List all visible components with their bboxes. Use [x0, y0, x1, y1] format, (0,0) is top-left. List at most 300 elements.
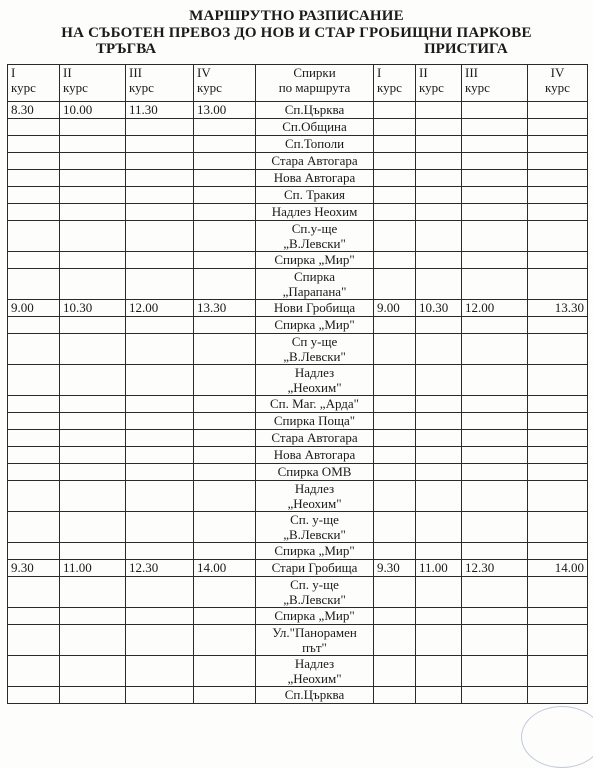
stop-name-line: Стари Гробища — [271, 560, 358, 575]
departure-time-cell — [194, 656, 256, 687]
arrival-time-cell — [416, 608, 462, 625]
arrival-time-cell — [462, 252, 528, 269]
stop-name-line: „Неохим" — [287, 496, 342, 511]
departure-time-cell — [126, 136, 194, 153]
arrival-time-cell — [528, 269, 588, 300]
arrival-time-cell — [374, 269, 416, 300]
arrival-time-cell — [374, 187, 416, 204]
departure-time-cell — [126, 656, 194, 687]
arrival-time-cell — [462, 577, 528, 608]
stop-name-line: Спирка ОМВ — [277, 464, 352, 479]
departure-time-cell — [194, 512, 256, 543]
table-row — [8, 221, 588, 252]
table-row — [8, 252, 588, 269]
stop-name-line: Сп. у-ще — [290, 512, 339, 527]
stop-name-cell — [256, 317, 374, 334]
departure-time-cell — [194, 252, 256, 269]
arrival-time-cell — [416, 413, 462, 430]
table-row — [8, 543, 588, 560]
arrival-heading: ПРИСТИГА — [424, 41, 508, 57]
arrival-time-cell — [374, 170, 416, 187]
arrival-time-cell — [374, 102, 416, 119]
table-row — [8, 687, 588, 704]
departure-time-cell — [126, 481, 194, 512]
arrival-time-cell — [528, 334, 588, 365]
title-line-1: МАРШРУТНО РАЗПИСАНИЕ — [189, 8, 404, 24]
departure-time-cell — [60, 365, 126, 396]
stop-name-cell — [256, 512, 374, 543]
arrival-time-cell — [528, 252, 588, 269]
departure-time-cell — [194, 204, 256, 221]
departure-time-cell: 13.00 — [194, 102, 256, 119]
stop-name-line: Нови Гробища — [273, 300, 356, 315]
header-departure-trip-3: III курс — [126, 65, 194, 102]
departure-time-cell — [126, 625, 194, 656]
arrival-time-cell — [528, 447, 588, 464]
table-row — [8, 464, 588, 481]
departure-time-cell — [60, 447, 126, 464]
departure-time-cell — [194, 317, 256, 334]
arrival-time-cell — [528, 464, 588, 481]
arrival-time-cell — [462, 136, 528, 153]
arrival-time-cell — [374, 396, 416, 413]
departure-time-cell — [8, 204, 60, 221]
departure-time-cell — [126, 447, 194, 464]
departure-time-cell — [126, 153, 194, 170]
header-departure-trip-2: II курс — [60, 65, 126, 102]
table-row — [8, 608, 588, 625]
departure-time-cell — [126, 204, 194, 221]
arrival-time-cell — [528, 136, 588, 153]
arrival-time-cell — [374, 153, 416, 170]
arrival-time-cell — [416, 102, 462, 119]
departure-time-cell — [194, 687, 256, 704]
arrival-time-cell — [416, 269, 462, 300]
arrival-time-cell — [528, 543, 588, 560]
arrival-time-cell — [374, 430, 416, 447]
table-row — [8, 365, 588, 396]
departure-time-cell — [126, 221, 194, 252]
arrival-time-cell — [416, 543, 462, 560]
stop-name-cell — [256, 365, 374, 396]
stop-name-cell — [256, 187, 374, 204]
arrival-time-cell — [416, 656, 462, 687]
table-row — [8, 625, 588, 656]
arrival-time-cell — [374, 577, 416, 608]
table-row — [8, 317, 588, 334]
stop-name-line: „В.Левски" — [283, 592, 346, 607]
departure-time-cell — [8, 252, 60, 269]
departure-time-cell — [60, 577, 126, 608]
departure-time-cell: 9.30 — [8, 560, 60, 577]
table-row — [8, 396, 588, 413]
stop-name-cell — [256, 608, 374, 625]
stop-name-line: Стара Автогара — [271, 153, 358, 168]
arrival-time-cell — [374, 252, 416, 269]
arrival-time-cell — [462, 656, 528, 687]
departure-time-cell — [8, 269, 60, 300]
arrival-time-cell — [528, 365, 588, 396]
departure-time-cell — [194, 608, 256, 625]
arrival-time-cell — [462, 187, 528, 204]
arrival-time-cell — [462, 464, 528, 481]
schedule-table — [7, 64, 588, 704]
departure-time-cell — [60, 170, 126, 187]
departure-time-cell — [60, 543, 126, 560]
arrival-time-cell — [374, 413, 416, 430]
header-arrival-trip-1: I курс — [374, 65, 416, 102]
arrival-time-cell — [462, 481, 528, 512]
stop-name-cell — [256, 625, 374, 656]
arrival-time-cell — [528, 187, 588, 204]
stop-name-line: Нова Автогара — [273, 170, 356, 185]
stop-name-line: Сп.Община — [282, 119, 347, 134]
departure-time-cell — [8, 136, 60, 153]
departure-time-cell — [8, 187, 60, 204]
arrival-time-cell — [416, 204, 462, 221]
stop-name-line: Спирка Поща" — [273, 413, 356, 428]
departure-time-cell — [8, 481, 60, 512]
departure-time-cell — [60, 512, 126, 543]
arrival-time-cell: 10.30 — [416, 300, 462, 317]
stop-name-line: Ул."Панорамен — [272, 625, 357, 640]
arrival-time-cell — [462, 413, 528, 430]
arrival-time-cell — [374, 608, 416, 625]
departure-time-cell — [60, 136, 126, 153]
stop-name-cell — [256, 153, 374, 170]
arrival-time-cell — [416, 625, 462, 656]
arrival-time-cell — [416, 447, 462, 464]
departure-time-cell — [60, 269, 126, 300]
stop-name-line: Надлез — [294, 365, 335, 380]
arrival-time-cell — [374, 447, 416, 464]
departure-time-cell — [126, 334, 194, 365]
stop-name-line: Сп.Църква — [284, 102, 345, 117]
departure-time-cell — [194, 269, 256, 300]
departure-time-cell — [8, 625, 60, 656]
stop-name-line: път" — [302, 640, 327, 655]
departure-time-cell — [60, 119, 126, 136]
departure-time-cell — [126, 365, 194, 396]
arrival-time-cell — [374, 625, 416, 656]
departure-time-cell — [8, 656, 60, 687]
table-row — [8, 334, 588, 365]
stop-name-cell — [256, 413, 374, 430]
arrival-time-cell — [528, 413, 588, 430]
arrival-time-cell — [528, 656, 588, 687]
departure-time-cell — [126, 269, 194, 300]
departure-time-cell — [60, 464, 126, 481]
arrival-time-cell: 12.30 — [462, 560, 528, 577]
table-row — [8, 560, 588, 577]
arrival-time-cell — [462, 625, 528, 656]
departure-time-cell — [8, 543, 60, 560]
stop-name-cell — [256, 543, 374, 560]
arrival-time-cell — [374, 365, 416, 396]
departure-time-cell — [194, 119, 256, 136]
stop-name-line: „Парапана" — [282, 284, 347, 299]
header-departure-trip-4: IV курс — [194, 65, 256, 102]
departure-time-cell — [8, 334, 60, 365]
stop-name-cell — [256, 430, 374, 447]
departure-time-cell — [8, 170, 60, 187]
stop-name-cell — [256, 252, 374, 269]
departure-time-cell — [8, 317, 60, 334]
stop-name-line: Сп. у-ще — [290, 577, 339, 592]
departure-time-cell: 9.00 — [8, 300, 60, 317]
departure-time-cell — [60, 221, 126, 252]
departure-time-cell — [126, 512, 194, 543]
departure-time-cell — [194, 430, 256, 447]
departure-time-cell: 11.00 — [60, 560, 126, 577]
stop-name-cell — [256, 464, 374, 481]
stop-name-cell — [256, 447, 374, 464]
stop-name-line: „Неохим" — [287, 380, 342, 395]
header-stops: Спирки по маршрута — [256, 65, 374, 102]
table-row — [8, 447, 588, 464]
stop-name-line: Сп.у-ще — [291, 221, 338, 236]
departure-time-cell — [8, 396, 60, 413]
arrival-time-cell — [462, 269, 528, 300]
arrival-time-cell — [374, 543, 416, 560]
departure-time-cell — [8, 365, 60, 396]
departure-time-cell — [8, 221, 60, 252]
stop-name-cell — [256, 656, 374, 687]
departure-time-cell — [194, 365, 256, 396]
title-line-2: НА СЪБОТЕН ПРЕВОЗ ДО НОВ И СТАР ГРОБИЩНИ ПАРКОВЕ — [61, 25, 532, 41]
stop-name-line: Сп. Тракия — [283, 187, 346, 202]
arrival-time-cell — [416, 687, 462, 704]
departure-time-cell — [126, 413, 194, 430]
departure-time-cell — [126, 396, 194, 413]
arrival-time-cell — [416, 464, 462, 481]
departure-time-cell — [194, 413, 256, 430]
table-row — [8, 512, 588, 543]
table-row — [8, 481, 588, 512]
stop-name-line: Надлез — [294, 481, 335, 496]
arrival-time-cell — [416, 481, 462, 512]
table-row — [8, 187, 588, 204]
arrival-time-cell — [462, 221, 528, 252]
arrival-time-cell: 9.00 — [374, 300, 416, 317]
stop-name-line: „Неохим" — [287, 671, 342, 686]
table-row — [8, 170, 588, 187]
departure-time-cell — [194, 625, 256, 656]
departure-time-cell: 14.00 — [194, 560, 256, 577]
departure-time-cell — [8, 577, 60, 608]
arrival-time-cell — [374, 221, 416, 252]
arrival-time-cell — [462, 204, 528, 221]
arrival-time-cell — [374, 464, 416, 481]
arrival-time-cell — [374, 136, 416, 153]
departure-time-cell — [8, 119, 60, 136]
arrival-time-cell — [416, 317, 462, 334]
stop-name-line: Надлез — [294, 656, 335, 671]
arrival-time-cell — [462, 317, 528, 334]
departure-time-cell — [60, 334, 126, 365]
arrival-time-cell — [462, 396, 528, 413]
stop-name-line: Спирка „Мир" — [274, 543, 355, 558]
departure-time-cell: 10.00 — [60, 102, 126, 119]
stop-name-cell — [256, 204, 374, 221]
arrival-time-cell — [462, 170, 528, 187]
departure-time-cell — [194, 136, 256, 153]
arrival-time-cell — [462, 430, 528, 447]
arrival-time-cell — [374, 317, 416, 334]
departure-time-cell — [194, 170, 256, 187]
departure-time-cell — [8, 512, 60, 543]
arrival-time-cell — [528, 317, 588, 334]
arrival-time-cell — [374, 334, 416, 365]
departure-time-cell — [126, 608, 194, 625]
departure-time-cell — [194, 221, 256, 252]
arrival-time-cell — [528, 153, 588, 170]
stop-name-cell — [256, 170, 374, 187]
departure-time-cell — [60, 608, 126, 625]
stop-name-cell — [256, 396, 374, 413]
stop-name-cell — [256, 119, 374, 136]
arrival-time-cell — [528, 430, 588, 447]
departure-time-cell — [194, 396, 256, 413]
table-row — [8, 300, 588, 317]
stop-name-line: „В.Левски" — [283, 527, 346, 542]
arrival-time-cell — [528, 687, 588, 704]
stop-name-cell — [256, 136, 374, 153]
arrival-time-cell — [416, 119, 462, 136]
arrival-time-cell — [416, 430, 462, 447]
arrival-time-cell — [374, 481, 416, 512]
departure-time-cell — [194, 481, 256, 512]
arrival-time-cell — [528, 221, 588, 252]
arrival-time-cell — [462, 153, 528, 170]
departure-time-cell — [60, 687, 126, 704]
departure-time-cell — [8, 608, 60, 625]
arrival-time-cell — [416, 396, 462, 413]
arrival-time-cell — [462, 334, 528, 365]
departure-time-cell — [8, 687, 60, 704]
arrival-time-cell — [374, 512, 416, 543]
table-row — [8, 269, 588, 300]
table-row — [8, 153, 588, 170]
stop-name-cell — [256, 560, 374, 577]
departure-time-cell — [60, 430, 126, 447]
arrival-time-cell: 14.00 — [528, 560, 588, 577]
arrival-time-cell — [416, 577, 462, 608]
departure-time-cell — [194, 153, 256, 170]
arrival-time-cell — [462, 543, 528, 560]
departure-time-cell — [60, 481, 126, 512]
arrival-time-cell — [462, 447, 528, 464]
stop-name-line: Спирка „Мир" — [274, 317, 355, 332]
arrival-time-cell — [462, 102, 528, 119]
departure-time-cell — [60, 204, 126, 221]
table-row — [8, 577, 588, 608]
arrival-time-cell — [416, 221, 462, 252]
arrival-time-cell — [528, 119, 588, 136]
stop-name-cell — [256, 221, 374, 252]
arrival-time-cell — [528, 625, 588, 656]
departure-time-cell — [60, 153, 126, 170]
header-departure-trip-1: I курс — [8, 65, 60, 102]
arrival-time-cell — [416, 512, 462, 543]
departure-time-cell — [194, 577, 256, 608]
stop-name-line: Сп у-ще — [291, 334, 338, 349]
departure-time-cell: 11.30 — [126, 102, 194, 119]
stop-name-line: „В.Левски" — [283, 349, 346, 364]
departure-time-cell — [8, 464, 60, 481]
stop-name-cell — [256, 334, 374, 365]
arrival-time-cell — [462, 608, 528, 625]
arrival-time-cell — [374, 119, 416, 136]
departure-time-cell — [60, 252, 126, 269]
stop-name-cell — [256, 577, 374, 608]
arrival-time-cell — [528, 577, 588, 608]
arrival-time-cell — [528, 512, 588, 543]
arrival-time-cell — [374, 204, 416, 221]
stop-name-cell — [256, 300, 374, 317]
arrival-time-cell — [462, 119, 528, 136]
arrival-time-cell: 12.00 — [462, 300, 528, 317]
departure-time-cell — [60, 413, 126, 430]
stop-name-line: Надлез Неохим — [271, 204, 358, 219]
departure-time-cell — [126, 317, 194, 334]
arrival-time-cell — [416, 136, 462, 153]
arrival-time-cell — [416, 170, 462, 187]
stop-name-line: Сп. Маг. „Арда" — [269, 396, 359, 411]
stop-name-line: Сп.Тополи — [284, 136, 345, 151]
stop-name-line: Сп.Църква — [284, 687, 345, 702]
arrival-time-cell: 9.30 — [374, 560, 416, 577]
stop-name-line: Нова Автогара — [273, 447, 356, 462]
departure-time-cell — [126, 577, 194, 608]
arrival-time-cell: 11.00 — [416, 560, 462, 577]
table-row — [8, 430, 588, 447]
header-arrival-trip-2: II курс — [416, 65, 462, 102]
departure-time-cell: 13.30 — [194, 300, 256, 317]
departure-time-cell — [60, 656, 126, 687]
departure-time-cell — [126, 543, 194, 560]
departure-heading: ТРЪГВА — [96, 41, 157, 57]
arrival-time-cell — [462, 687, 528, 704]
table-row — [8, 119, 588, 136]
stop-name-cell — [256, 481, 374, 512]
departure-time-cell — [60, 396, 126, 413]
table-row — [8, 413, 588, 430]
table-row — [8, 136, 588, 153]
arrival-time-cell — [462, 512, 528, 543]
arrival-time-cell — [528, 396, 588, 413]
stop-name-line: „В.Левски" — [283, 236, 346, 251]
departure-time-cell — [126, 170, 194, 187]
departure-time-cell — [60, 317, 126, 334]
arrival-time-cell — [416, 334, 462, 365]
departure-time-cell — [8, 153, 60, 170]
stop-name-line: Спирка — [294, 269, 335, 284]
departure-time-cell — [126, 687, 194, 704]
stamp-mark — [521, 706, 593, 768]
departure-time-cell — [194, 543, 256, 560]
departure-time-cell: 8.30 — [8, 102, 60, 119]
departure-time-cell — [194, 447, 256, 464]
arrival-time-cell — [528, 170, 588, 187]
arrival-time-cell: 13.30 — [528, 300, 588, 317]
departure-time-cell: 12.00 — [126, 300, 194, 317]
stop-name-line: Спирка „Мир" — [274, 252, 355, 267]
stop-name-cell — [256, 269, 374, 300]
departure-time-cell: 12.30 — [126, 560, 194, 577]
departure-time-cell — [126, 464, 194, 481]
departure-time-cell — [194, 334, 256, 365]
